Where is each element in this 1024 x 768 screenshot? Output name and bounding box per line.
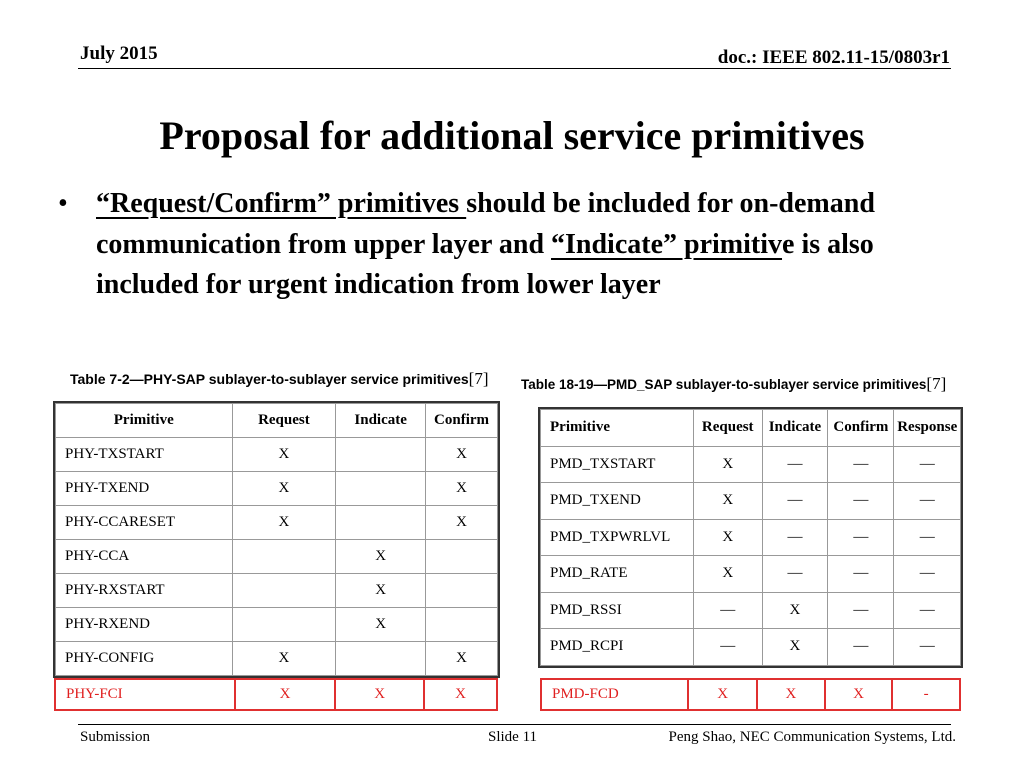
bullet-seg-indicate: “Indicate” primitiv: [551, 228, 783, 260]
table-cell: X: [693, 556, 762, 593]
table-cell: —: [762, 556, 828, 593]
footer-left: Submission: [80, 729, 151, 745]
table-cell: —: [894, 556, 961, 593]
table-cell: X: [336, 574, 426, 608]
table-cell: X: [762, 592, 828, 629]
table-cell: [336, 506, 426, 540]
table-cell: —: [828, 446, 894, 483]
table-cell: PHY-TXEND: [56, 472, 233, 506]
table-cell: X: [232, 642, 336, 676]
table-cell: X: [825, 679, 893, 710]
table-cell: [336, 472, 426, 506]
table-cell: [336, 438, 426, 472]
table-cell: [232, 540, 336, 574]
table-cell: PMD_RCPI: [541, 629, 694, 666]
table-cell: —: [762, 483, 828, 520]
table-cell: X: [235, 679, 336, 710]
table-cell: —: [828, 519, 894, 556]
header-rule: [78, 68, 951, 69]
table-cell: X: [426, 642, 498, 676]
table-cell: -: [892, 679, 960, 710]
table-row: [541, 483, 961, 520]
table-header-row: [56, 404, 498, 438]
table-cell: X: [693, 519, 762, 556]
footer-rule: [78, 724, 951, 725]
col-header: Confirm: [426, 404, 498, 438]
table-row: [56, 472, 498, 506]
pmd-fcd-added-row: [540, 678, 961, 711]
table-cell: X: [336, 540, 426, 574]
slide-title: Proposal for additional service primitives: [159, 113, 865, 158]
table-cell: X: [426, 472, 498, 506]
table-cell: —: [894, 519, 961, 556]
table-row: [56, 574, 498, 608]
table1-caption: [70, 369, 488, 389]
bullet-point: [58, 184, 958, 306]
col-header: Primitive: [541, 410, 694, 447]
table-cell: X: [757, 679, 825, 710]
table-cell: X: [232, 506, 336, 540]
bullet-dot-icon: •: [58, 188, 68, 219]
col-header: Request: [232, 404, 336, 438]
table-row: [56, 438, 498, 472]
table-cell: PHY-CONFIG: [56, 642, 233, 676]
table-row: [541, 556, 961, 593]
table-row: [541, 592, 961, 629]
table-row: [56, 608, 498, 642]
bullet-text: [96, 184, 956, 306]
table-cell: X: [688, 679, 757, 710]
table-cell: —: [894, 483, 961, 520]
table-cell: PHY-FCI: [55, 679, 235, 710]
table-cell: X: [335, 679, 424, 710]
col-header: Response: [894, 410, 961, 447]
table-cell: X: [693, 483, 762, 520]
table-cell: —: [828, 629, 894, 666]
table-cell: [426, 574, 498, 608]
table2-caption-text: Table 18-19—PMD_SAP sublayer-to-sublayer service primitives: [521, 377, 927, 392]
table-row: [541, 629, 961, 666]
table-cell: PHY-TXSTART: [56, 438, 233, 472]
table-cell: —: [693, 592, 762, 629]
table2-ref: [7]: [926, 374, 947, 393]
table-cell: X: [762, 629, 828, 666]
table-cell: X: [232, 438, 336, 472]
table-cell: PMD_TXEND: [541, 483, 694, 520]
table-row: [541, 446, 961, 483]
bullet-seg-4: e is also included for urgent indication from lower layer: [96, 228, 874, 300]
col-header: Indicate: [762, 410, 828, 447]
table-cell: —: [894, 592, 961, 629]
table-cell: —: [828, 556, 894, 593]
col-header: Primitive: [56, 404, 233, 438]
table-cell: PHY-RXSTART: [56, 574, 233, 608]
table-cell: PMD_TXPWRLVL: [541, 519, 694, 556]
table-cell: X: [232, 472, 336, 506]
table-cell: —: [894, 446, 961, 483]
table-row: [56, 506, 498, 540]
table-cell: [426, 540, 498, 574]
table-cell: X: [336, 608, 426, 642]
table1-ref: [7]: [468, 369, 489, 388]
col-header: Request: [693, 410, 762, 447]
table-cell: PMD-FCD: [541, 679, 688, 710]
table-row: [56, 540, 498, 574]
table-cell: PHY-CCARESET: [56, 506, 233, 540]
slide-number: Slide 11: [488, 729, 538, 745]
table-cell: —: [762, 519, 828, 556]
phy-sap-table: [55, 403, 498, 676]
table-cell: PMD_TXSTART: [541, 446, 694, 483]
table2-caption: [521, 374, 946, 394]
col-header: Confirm: [828, 410, 894, 447]
table-cell: PHY-RXEND: [56, 608, 233, 642]
table-cell: [232, 608, 336, 642]
bullet-seg-2: should be included for on-demand communication from upper layer and: [96, 188, 875, 260]
col-header: Indicate: [336, 404, 426, 438]
table-cell: [336, 642, 426, 676]
table-cell: X: [693, 446, 762, 483]
table-cell: —: [762, 446, 828, 483]
header-date: July 2015: [80, 43, 158, 64]
table-cell: —: [693, 629, 762, 666]
table-header-row: [541, 410, 961, 447]
pmd-sap-table: [540, 409, 961, 666]
table-cell: X: [426, 506, 498, 540]
table-cell: —: [894, 629, 961, 666]
table-cell: X: [424, 679, 497, 710]
table-cell: PMD_RSSI: [541, 592, 694, 629]
bullet-seg-request-confirm: “Request/Confirm” primitives: [96, 188, 467, 219]
table-cell: X: [426, 438, 498, 472]
table-row: [541, 519, 961, 556]
table-cell: —: [828, 483, 894, 520]
table-cell: PHY-CCA: [56, 540, 233, 574]
table-cell: [426, 608, 498, 642]
table-row: [56, 642, 498, 676]
table-cell: PMD_RATE: [541, 556, 694, 593]
header-doc-id: doc.: IEEE 802.11-15/0803r1: [717, 47, 950, 68]
footer-author: Peng Shao, NEC Communication Systems, Ltd.: [668, 729, 956, 745]
phy-fci-added-row: [54, 678, 498, 711]
table1-caption-text: Table 7-2—PHY-SAP sublayer-to-sublayer service primitives: [70, 371, 469, 387]
table-cell: [232, 574, 336, 608]
table-cell: —: [828, 592, 894, 629]
